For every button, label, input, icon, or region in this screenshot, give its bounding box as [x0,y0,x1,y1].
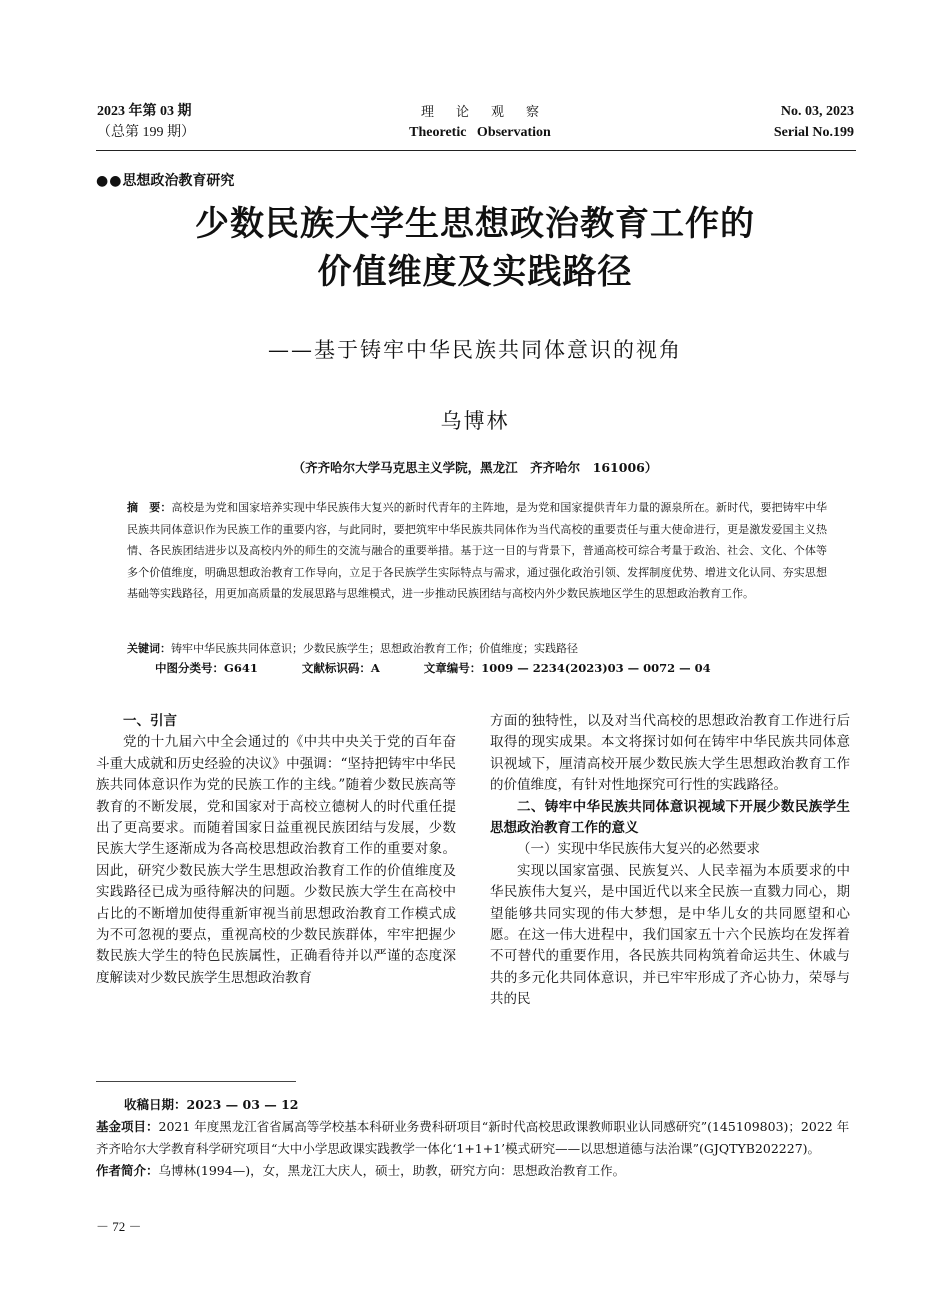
footnote-rule [96,1081,296,1082]
body-column-right [490,711,850,1011]
title-line-1: 少数民族大学生思想政治教育工作的 [195,204,755,244]
body-column-left [96,711,456,989]
keywords-text: 铸牢中华民族共同体意识；少数民族学生；思想政治教育工作；价值维度；实践路径 [171,642,578,655]
article-number: 文章编号：1009 — 2234(2023)03 — 0072 — 04 [423,661,711,675]
header-rule [96,150,856,151]
section-1-paragraph: 党的十九届六中全会通过的《中共中央关于党的百年奋斗重大成就和历史经验的决议》中强调：“坚持把铸牢中华民族共同体意识作为党的民族工作的主线。”随着少数民族高等教育的不断发展，党和国家对于高校立德树人的时代重任提出了更高要求。而随着国家日益重视民族团结与发展，少数民族大学生逐渐成为各高校思想政治教育工作的重要对象。因此，研究少数民族大学生思想政治教育工作的价值维度及实践路径已成为亟待解决的问题。少数民族大学生在高校中占比的不断增加使得重新审视当前思想政治教育工作模式成为不可忽视的要点，重视高校的少数民族群体，牢牢把握少数民族大学生的特色民族属性，正确看待并以严谨的态度深度解读对少数民族学生思想政治教育 [96,734,456,986]
section-2-subheading-1: （一）实现中华民族伟大复兴的必然要求 [517,841,760,858]
abstract [127,497,827,605]
author-name: 乌博林 [440,409,510,433]
page-number: － 72 － [96,1219,142,1234]
column-label: 思想政治教育研究 [122,173,235,189]
abstract-label: 摘 要： [127,501,172,514]
bullet-icon: ●● [96,173,123,189]
serial-number-cn: （总第 199 期） [97,125,195,140]
received-date: 2023 — 03 — 12 [186,1097,299,1112]
serial-number-en: Serial No.199 [773,125,854,140]
section-1-heading: 一、引言 [123,713,177,729]
section-2-heading: 二、铸牢中华民族共同体意识视域下开展少数民族学生思想政治教育工作的意义 [490,798,850,837]
article-subtitle: ——基于铸牢中华民族共同体意识的视角 [268,338,682,362]
author-bio-label: 作者简介： [96,1163,159,1178]
issue-number: 2023 年第 03 期 [97,104,192,119]
footnote-fund [96,1116,856,1160]
author-bio-text: 乌博林(1994—)，女，黑龙江大庆人，硕士，助教，研究方向：思想政治教育工作。 [158,1163,626,1178]
issue-number-en: No. 03, 2023 [780,104,854,119]
received-label: 收稿日期： [124,1097,187,1112]
section-2-paragraph-1: 实现以国家富强、民族复兴、人民幸福为本质要求的中华民族伟大复兴，是中国近代以来全民族一直戮力同心，期望能够共同实现的伟大梦想，是中华儿女的共同愿望和心愿。在这一伟大进程中，我们国家五十六个民族均在发挥着不可替代的重要作用，各民族共同构筑着命运共生、休戚与共的多元化共同体意识，并已牢牢形成了齐心协力，荣辱与共的民 [490,862,850,1008]
abstract-text: 高校是为党和国家培养实现中华民族伟大复兴的新时代青年的主阵地，是为党和国家提供青年力量的源泉所在。新时代，要把铸牢中华民族共同体意识作为民族工作的重要内容，与此同时，要把筑牢中华民族共同体作为当代高校的重要责任与重大使命进行，更是激发爱国主义热情、各民族团结进步以及高校内外的师生的交流与融合的重要举措。基于这一目的与背景下，普通高校可综合考量于政治、社会、文化、个体等多个价值维度，明确思想政治教育工作导向，立足于各民族学生实际特点与需求，通过强化政治引领、发挥制度优势、增进文化认同、夯实思想基础等实践路径，用更加高质量的发展思路与思维模式，进一步推动民族团结与高校内外少数民族地区学生的思想政治教育工作。 [127,501,827,601]
author-affiliation: （齐齐哈尔大学马克思主义学院，黑龙江 齐齐哈尔 161006） [292,460,658,475]
classification-line [155,658,855,678]
title-line-2: 价值维度及实践路径 [317,252,633,292]
keywords [127,638,827,659]
header-journal [330,101,630,143]
header-issue [97,101,195,143]
journal-name-en: Theoretic Observation [409,125,551,140]
fund-text: 2021 年度黑龙江省省属高等学校基本科研业务费科研项目“新时代高校思政课教师职业认同感研究”(145109803)；2022 年齐齐哈尔大学教育科学研究项目“大中小学思政课实践教学一体化‘1+1+1’模式研究——以思想道德与法治课”(GJQTYB202227)。 [96,1119,850,1156]
header-issue-en [774,101,854,143]
document-code: 文献标识码：A [301,661,380,675]
footnotes [96,1094,856,1182]
fund-label: 基金项目： [96,1119,159,1134]
journal-name-cn: 理论观察 [420,104,561,119]
article-title [100,200,850,296]
column-tag [96,170,234,190]
footnote-author [96,1160,856,1182]
keywords-label: 关键词： [127,642,171,655]
footnote-received [96,1094,856,1116]
clc-number: 中图分类号：G641 [155,661,258,675]
paragraph-continued: 方面的独特性，以及对当代高校的思想政治教育工作进行后取得的现实成果。本文将探讨如何在铸牢中华民族共同体意识视域下，厘清高校开展少数民族大学生思想政治教育工作的价值维度，有针对性地探究可行性的实践路径。 [490,713,850,794]
